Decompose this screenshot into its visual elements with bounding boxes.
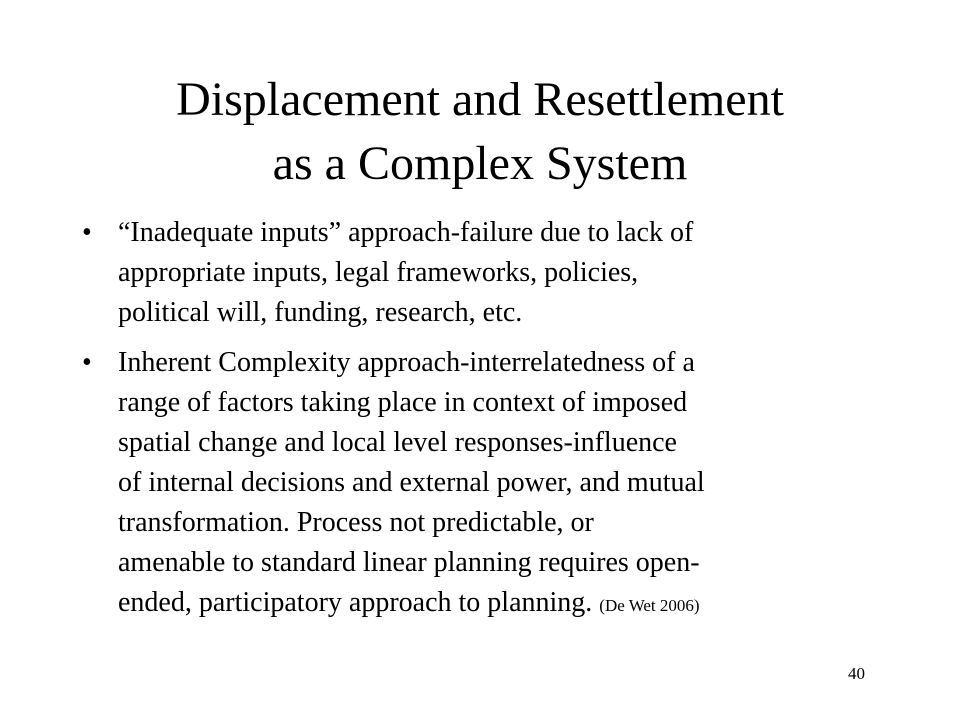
bullet-marker: • bbox=[82, 217, 92, 248]
bullet-line-last bbox=[118, 583, 922, 626]
bullet-line-text: ended, participatory approach to planning. bbox=[118, 587, 593, 618]
citation: (De Wet 2006) bbox=[599, 596, 700, 615]
title-line: as a Complex System bbox=[272, 137, 688, 190]
bullet-item-inherent-complexity bbox=[82, 343, 922, 626]
bullet-line: amenable to standard linear planning requires open- bbox=[118, 547, 700, 578]
bullet-line: spatial change and local level responses-influence bbox=[118, 427, 677, 458]
bullet-line: of internal decisions and external power, and mutual bbox=[118, 467, 705, 498]
bullet-line: appropriate inputs, legal frameworks, policies, bbox=[118, 257, 639, 288]
bullet-list bbox=[82, 213, 922, 636]
title-line: Displacement and Resettlement bbox=[176, 73, 784, 126]
slide-title bbox=[60, 68, 900, 196]
bullet-line: “Inadequate inputs” approach-failure due to lack of bbox=[118, 217, 694, 248]
bullet-line: political will, funding, research, etc. bbox=[118, 297, 523, 328]
page-number: 40 bbox=[848, 664, 865, 683]
bullet-marker: • bbox=[82, 347, 92, 378]
bullet-line: Inherent Complexity approach-interrelatedness of a bbox=[118, 347, 695, 378]
bullet-item-inadequate-inputs bbox=[82, 213, 922, 333]
bullet-line: transformation. Process not predictable, or bbox=[118, 507, 594, 538]
bullet-line: range of factors taking place in context of imposed bbox=[118, 387, 688, 418]
